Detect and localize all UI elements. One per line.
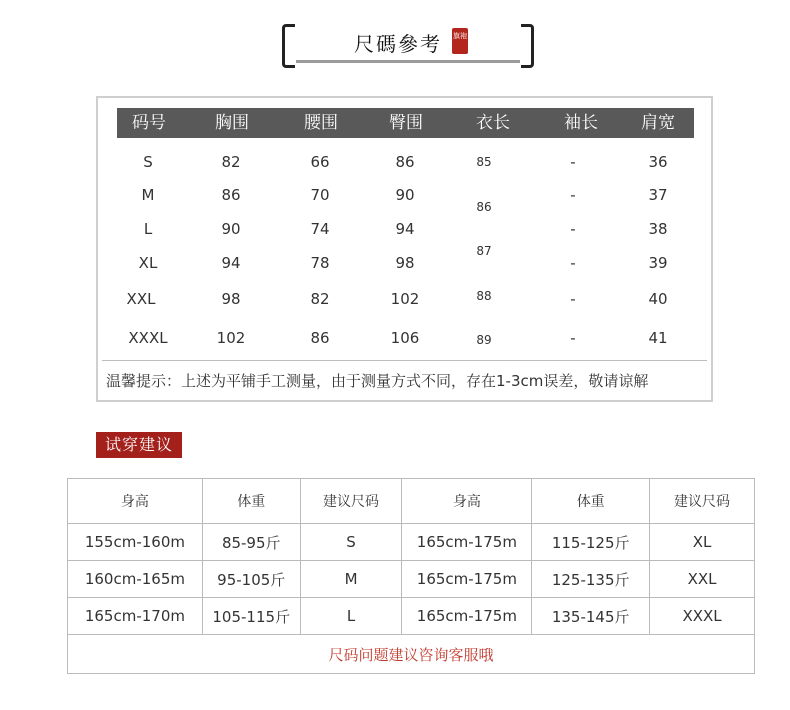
header-weight: 体重: [202, 479, 300, 524]
shoulder-cell: 36: [648, 153, 668, 171]
header-height: 身高: [402, 479, 532, 524]
size-cell: M: [300, 561, 402, 598]
right-bracket-decoration: [521, 24, 534, 68]
header-shoulder: 肩宽: [641, 113, 675, 133]
table-row: [68, 524, 755, 561]
fit-advice-table: [67, 478, 755, 674]
customer-service-note: 尺码问题建议咨询客服哦: [68, 635, 755, 674]
page-title-banner: [282, 22, 534, 66]
hip-cell: 94: [395, 220, 415, 238]
waist-cell: 74: [310, 220, 330, 238]
table-row: [68, 561, 755, 598]
size-chart-header: [117, 108, 694, 138]
shoulder-cell: 37: [648, 186, 668, 204]
weight-cell: 95-105斤: [202, 561, 300, 598]
size-cell: XL: [650, 524, 755, 561]
header-suggested-size: 建议尺码: [650, 479, 755, 524]
waist-cell: 82: [310, 290, 330, 308]
left-bracket-decoration: [282, 24, 295, 68]
header-suggested-size: 建议尺码: [300, 479, 402, 524]
size-cell: XL: [138, 254, 158, 272]
height-cell: 155cm-160m: [68, 524, 203, 561]
header-hip: 臀围: [389, 113, 423, 133]
height-cell: 160cm-165m: [68, 561, 203, 598]
length-cell: 87: [476, 244, 492, 258]
chest-cell: 90: [221, 220, 241, 238]
fit-advice-label: 试穿建议: [96, 432, 182, 458]
weight-cell: 115-125斤: [532, 524, 650, 561]
header-waist: 腰围: [304, 113, 338, 133]
header-weight: 体重: [532, 479, 650, 524]
sleeve-cell: -: [570, 153, 576, 171]
weight-cell: 85-95斤: [202, 524, 300, 561]
weight-cell: 135-145斤: [532, 598, 650, 635]
measurement-note: 温馨提示：上述为平铺手工测量，由于测量方式不同，存在1-3cm误差，敬请谅解: [106, 372, 649, 390]
hip-cell: 102: [390, 290, 420, 308]
size-cell: XXL: [650, 561, 755, 598]
header-sleeve: 袖长: [564, 113, 598, 133]
waist-cell: 86: [310, 329, 330, 347]
height-cell: 165cm-170m: [68, 598, 203, 635]
length-cell: 85: [476, 155, 492, 169]
weight-cell: 105-115斤: [202, 598, 300, 635]
length-cell: 88: [476, 289, 492, 303]
header-height: 身高: [68, 479, 203, 524]
sleeve-cell: -: [570, 186, 576, 204]
length-cell: 86: [476, 200, 492, 214]
height-cell: 165cm-175m: [402, 524, 532, 561]
size-cell: S: [300, 524, 402, 561]
title-underline: [296, 60, 520, 63]
header-size: 码号: [132, 113, 166, 133]
sleeve-cell: -: [570, 254, 576, 272]
hip-cell: 98: [395, 254, 415, 272]
waist-cell: 70: [310, 186, 330, 204]
shoulder-cell: 39: [648, 254, 668, 272]
size-cell: XXXL: [128, 329, 168, 347]
size-cell: XXL: [126, 290, 156, 308]
waist-cell: 78: [310, 254, 330, 272]
size-chart: [96, 96, 713, 402]
sleeve-cell: -: [570, 290, 576, 308]
chest-cell: 82: [221, 153, 241, 171]
sleeve-cell: -: [570, 220, 576, 238]
divider: [102, 360, 707, 361]
size-cell: M: [141, 186, 155, 204]
header-chest: 胸围: [215, 113, 249, 133]
shoulder-cell: 41: [648, 329, 668, 347]
table-footer-row: [68, 635, 755, 674]
table-row: [68, 598, 755, 635]
length-cell: 89: [476, 333, 492, 347]
chest-cell: 102: [216, 329, 246, 347]
header-length: 衣长: [476, 113, 510, 133]
sleeve-cell: -: [570, 329, 576, 347]
page-title: 尺碼參考: [354, 32, 442, 56]
waist-cell: 66: [310, 153, 330, 171]
size-cell: S: [143, 153, 153, 171]
chest-cell: 86: [221, 186, 241, 204]
size-cell: XXXL: [650, 598, 755, 635]
weight-cell: 125-135斤: [532, 561, 650, 598]
height-cell: 165cm-175m: [402, 598, 532, 635]
hip-cell: 86: [395, 153, 415, 171]
chest-cell: 94: [221, 254, 241, 272]
seal-stamp-icon: 旗袍: [452, 28, 468, 54]
hip-cell: 106: [390, 329, 420, 347]
size-cell: L: [300, 598, 402, 635]
chest-cell: 98: [221, 290, 241, 308]
height-cell: 165cm-175m: [402, 561, 532, 598]
shoulder-cell: 38: [648, 220, 668, 238]
size-cell: L: [143, 220, 153, 238]
table-header-row: [68, 479, 755, 524]
hip-cell: 90: [395, 186, 415, 204]
shoulder-cell: 40: [648, 290, 668, 308]
